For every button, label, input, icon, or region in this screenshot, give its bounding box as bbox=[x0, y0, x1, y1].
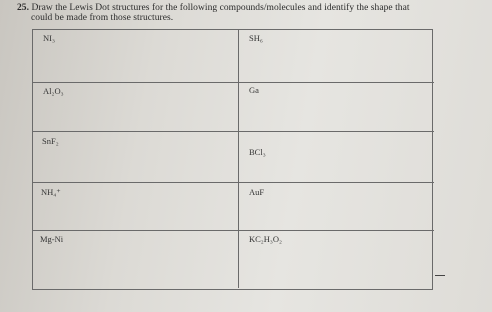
compound-label: NI₃ bbox=[43, 33, 55, 43]
pencil-mark bbox=[435, 275, 445, 276]
compound-label: KC₂H₃O₂ bbox=[249, 234, 282, 244]
compounds-table bbox=[32, 29, 433, 290]
question-line-2: could be made from those structures. bbox=[31, 13, 174, 23]
compound-label: SnF₂ bbox=[42, 136, 59, 146]
compound-label: SH₆ bbox=[249, 33, 263, 43]
table-cell bbox=[33, 183, 239, 231]
table-cell bbox=[33, 231, 239, 288]
compound-label: NH₄⁺ bbox=[41, 187, 61, 197]
table-cell bbox=[33, 132, 239, 183]
question-line-1: Draw the Lewis Dot structures for the following compounds/molecules and identify the shape that bbox=[31, 3, 410, 13]
compound-label: AuF bbox=[249, 187, 265, 197]
table-cell bbox=[33, 83, 239, 132]
table-cell bbox=[239, 183, 434, 231]
table-cell bbox=[239, 30, 434, 83]
table-cell bbox=[239, 132, 434, 183]
table-cell bbox=[33, 30, 239, 83]
compound-label: BCl₃ bbox=[249, 147, 266, 157]
question-text bbox=[17, 3, 477, 23]
compound-label: Mg-Ni bbox=[40, 234, 64, 244]
compound-label: Ga bbox=[249, 85, 259, 95]
question-number: 25. bbox=[17, 3, 30, 13]
table-cell bbox=[239, 83, 434, 132]
compound-label: Al₂O₃ bbox=[43, 86, 64, 96]
table-cell bbox=[239, 231, 434, 288]
